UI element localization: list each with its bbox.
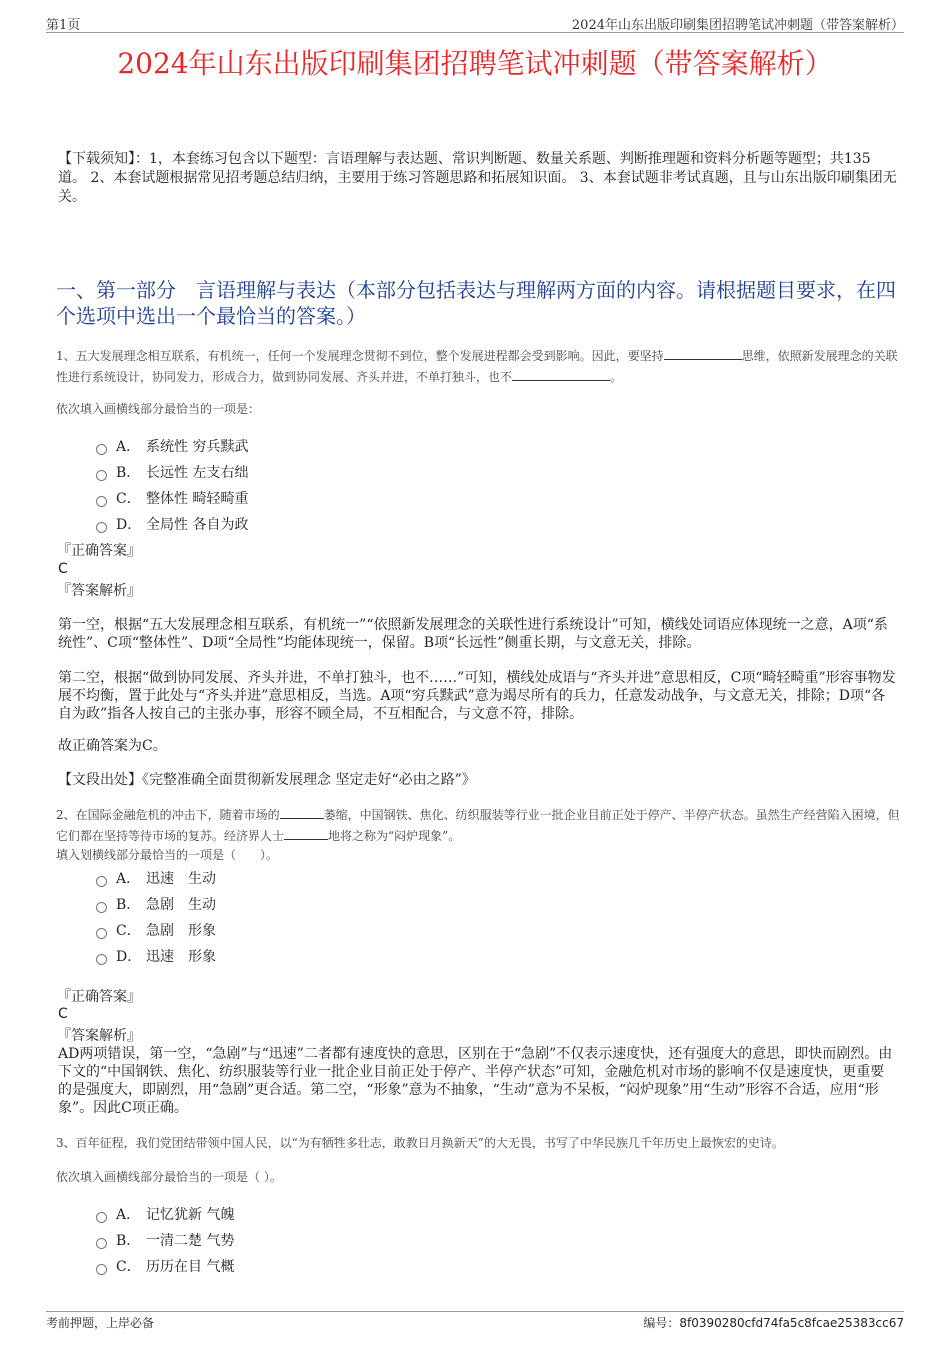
running-title: 2024年山东出版印刷集团招聘笔试冲刺题（带答案解析） — [571, 18, 904, 33]
radio-icon[interactable] — [96, 954, 107, 965]
option-letter: B． — [116, 465, 141, 481]
q2-option-b[interactable] — [96, 891, 216, 917]
footer-slogan: 考前押题，上岸必备 — [46, 1316, 155, 1330]
option-letter: C． — [116, 1259, 141, 1275]
radio-icon[interactable] — [96, 470, 107, 481]
option-text: 迅速 生动 — [146, 871, 216, 887]
q1-stem-part-a: 1、五大发展理念相互联系，有机统一，任何一个发展理念贯彻不到位，整个发展进程都会受到影响。因此，要坚持 — [56, 349, 664, 363]
q1-analysis-label: 『答案解析』 — [57, 583, 141, 599]
q1-answer: C — [58, 561, 68, 577]
option-text: 全局性 各自为政 — [146, 517, 249, 533]
q2-stem-part-c: 地将之称为“闷炉现象”。 — [328, 829, 461, 843]
option-text: 长远性 左支右绌 — [146, 465, 249, 481]
q2-option-a[interactable] — [96, 865, 216, 891]
q2-prompt: 填入划横线部分最恰当的一项是（ ）。 — [56, 848, 279, 862]
option-text: 历历在目 气概 — [146, 1259, 235, 1275]
option-text: 系统性 穷兵黩武 — [146, 439, 249, 455]
radio-icon[interactable] — [96, 1238, 107, 1249]
option-text: 急剧 生动 — [146, 897, 216, 913]
q1-stem-part-c: 。 — [610, 370, 623, 384]
q1-blank-2 — [512, 367, 610, 381]
q1-blank-1 — [664, 346, 742, 360]
q1-option-b[interactable] — [96, 459, 248, 485]
q3-option-a[interactable] — [96, 1201, 234, 1227]
option-letter: D． — [116, 949, 142, 965]
footer-code-value: 8f0390280cfd74fa5c8fcae25383cc67 — [679, 1316, 904, 1330]
question-1-stem — [56, 346, 901, 388]
option-letter: C． — [116, 923, 141, 939]
q3-prompt: 依次填入画横线部分最恰当的一项是（ ）。 — [56, 1170, 282, 1184]
q1-option-a[interactable] — [96, 433, 248, 459]
q1-options — [96, 433, 248, 537]
header-divider — [46, 32, 904, 33]
download-notice: 【下载须知】：1，本套练习包含以下题型：言语理解与表达题、常识判断题、数量关系题、判断推理题和资料分析题等题型；共135道。 2、本套试题根据常见招考题总结归纳，主要用于练习答题思路和拓展知识面。 3、本套试题非考试真题，且与山东出版印刷集团无关。 — [58, 151, 897, 205]
option-letter: C． — [116, 491, 141, 507]
q2-blank-2 — [284, 826, 328, 840]
q2-stem-part-b: 萎缩，中国钢铁、焦化、纺织服装等行业一批企业目前正处于停产、半停产状态。虽然生产经营陷入困境，但它们都在坚持等待市场的复苏。经济界人士 — [56, 808, 900, 843]
page-number: 第1页 — [46, 18, 81, 33]
q1-correct-answer-label: 『正确答案』 — [57, 543, 141, 559]
section-heading: 一、第一部分 言语理解与表达（本部分包括表达与理解两方面的内容。请根据题目要求，在四个选项中选出一个最恰当的答案。） — [56, 278, 896, 328]
radio-icon[interactable] — [96, 522, 107, 533]
q3-options — [96, 1201, 234, 1279]
option-letter: D． — [116, 517, 142, 533]
q1-analysis-1: 第一空，根据“五大发展理念相互联系，有机统一”“依照新发展理念的关联性进行系统设计”可知，横线处词语应体现统一之意，A项“系统性”、C项“整体性”、D项“全局性”均能体现统一，保留。B项“长远性”侧重长期，与文意无关，排除。 — [58, 617, 888, 651]
q1-option-d[interactable] — [96, 511, 248, 537]
radio-icon[interactable] — [96, 496, 107, 507]
q2-option-c[interactable] — [96, 917, 216, 943]
q2-options — [96, 865, 216, 969]
option-text: 一清二楚 气势 — [146, 1233, 235, 1249]
q1-stem-part-b: 思维，依照新发展理念的关联性进行系统设计，协同发力，形成合力，做到协同发展、齐头并进，不单打独斗，也不 — [56, 349, 898, 384]
q1-prompt: 依次填入画横线部分最恰当的一项是： — [56, 402, 261, 416]
option-text: 整体性 畸轻畸重 — [146, 491, 249, 507]
q2-correct-answer-label: 『正确答案』 — [57, 989, 141, 1005]
footer-code-label: 编号： — [643, 1316, 680, 1330]
radio-icon[interactable] — [96, 902, 107, 913]
option-letter: B． — [116, 897, 141, 913]
option-text: 急剧 形象 — [146, 923, 216, 939]
option-letter: B． — [116, 1233, 141, 1249]
q2-stem-part-a: 2、在国际金融危机的冲击下，随着市场的 — [56, 808, 280, 822]
radio-icon[interactable] — [96, 444, 107, 455]
option-text: 记忆犹新 气魄 — [146, 1207, 235, 1223]
q2-option-d[interactable] — [96, 943, 216, 969]
radio-icon[interactable] — [96, 928, 107, 939]
option-text: 迅速 形象 — [146, 949, 216, 965]
footer-code — [643, 1314, 904, 1331]
q3-option-c[interactable] — [96, 1253, 234, 1279]
question-2-stem — [56, 805, 901, 847]
radio-icon[interactable] — [96, 1212, 107, 1223]
q1-conclusion: 故正确答案为C。 — [58, 738, 167, 754]
footer-divider — [46, 1311, 904, 1312]
option-letter: A． — [116, 871, 141, 887]
radio-icon[interactable] — [96, 876, 107, 887]
radio-icon[interactable] — [96, 1264, 107, 1275]
option-letter: A． — [116, 1207, 141, 1223]
document-title: 2024年山东出版印刷集团招聘笔试冲刺题（带答案解析） — [117, 47, 833, 80]
q2-analysis-label: 『答案解析』 — [57, 1028, 141, 1044]
q3-option-b[interactable] — [96, 1227, 234, 1253]
q1-source: 【文段出处】《完整准确全面贯彻新发展理念 坚定走好“必由之路”》 — [58, 772, 476, 788]
q1-option-c[interactable] — [96, 485, 248, 511]
q2-analysis: AD两项错误，第一空，“急剧”与“迅速”二者都有速度快的意思，区别在于“急剧”不仅表示速度快，还有强度大的意思，即快而剧烈。由下文的“中国钢铁、焦化、纺织服装等行业一批企业目前正处于停产、半停产状态”可知，金融危机对市场的影响不仅是速度快，更重要的是强度大，即剧烈，用“急剧”更合适。第二空，“形象”意为不抽象，“生动”意为不呆板，“闷炉现象”用“生动”形容不合适，应用“形象”。因此C项正确。 — [58, 1046, 893, 1116]
q1-analysis-2: 第二空，根据“做到协同发展、齐头并进，不单打独斗，也不……”可知，横线处成语与“齐头并进”意思相反，C项“畸轻畸重”形容事物发展不均衡，置于此处与“齐头并进”意思相反，当选。A项“穷兵黩武”意为竭尽所有的兵力，任意发动战争，与文意无关，排除；D项“各自为政”指各人按自己的主张办事，形容不顾全局，不互相配合，与文意不符，排除。 — [58, 670, 896, 722]
q2-answer: C — [58, 1006, 68, 1022]
question-3-stem: 3、百年征程，我们党团结带领中国人民，以“为有牺牲多壮志，敢教日月换新天”的大无畏，书写了中华民族几千年历史上最恢宏的史诗。 — [56, 1136, 784, 1150]
q2-blank-1 — [280, 805, 324, 819]
option-letter: A． — [116, 439, 141, 455]
